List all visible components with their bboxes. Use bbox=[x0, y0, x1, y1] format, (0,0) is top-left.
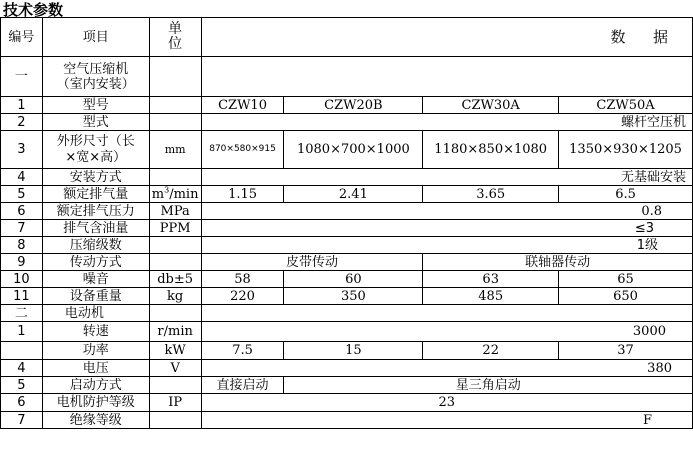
table-row: 5 额定排气量 $m^3/\min$ 1.15 2.41 3.65 6.5 bbox=[1, 186, 693, 203]
table-row: 4 安装方式 无基础安装 bbox=[1, 169, 693, 186]
header-data: 数 据 bbox=[201, 18, 692, 57]
section-row-air bbox=[1, 57, 693, 97]
header-item: 项目 bbox=[42, 18, 149, 57]
section-title: 空气压缩机 （室内安装） bbox=[42, 57, 149, 97]
section-title: 电动机 bbox=[42, 305, 149, 322]
table-row: 7 绝缘等级 F bbox=[1, 412, 693, 429]
table-row: 1 型号 CZW10 CZW20B CZW30A CZW50A bbox=[1, 97, 693, 114]
table-row: 功率 kW 7.5 15 22 37 bbox=[1, 342, 693, 360]
table-row: 2 型式 螺杆空压机 bbox=[1, 114, 693, 131]
page-title: 技术参数 bbox=[3, 1, 64, 19]
table-row: 10 噪音 db±5 58 60 63 65 bbox=[1, 271, 693, 288]
table-row: 5 启动方式 直接启动 星三角启动 bbox=[1, 377, 693, 394]
table-row: 6 额定排气压力 MPa 0.8 bbox=[1, 203, 693, 220]
section-no: 一 bbox=[1, 57, 43, 97]
section-row-motor bbox=[1, 305, 693, 322]
table-row: 8 压缩级数 1级 bbox=[1, 237, 693, 254]
table-row: 3 外形尺寸（长 ×宽×高） mm 870×580×915 1080×700×1000 1180×850×1080 1350×930×1205 bbox=[1, 131, 693, 169]
section-no: 二 bbox=[1, 305, 43, 322]
table-row: 9 传动方式 皮带传动 联轴器传动 bbox=[1, 254, 693, 271]
spec-table bbox=[0, 17, 693, 429]
table-row: 1 转速 r/min 3000 bbox=[1, 322, 693, 342]
table-row: 7 排气含油量 PPM ≤3 bbox=[1, 220, 693, 237]
unit-cell: $m^3/\min$ bbox=[149, 186, 201, 203]
header-unit: 单 位 bbox=[149, 18, 201, 57]
table-row: 6 电机防护等级 IP 23 bbox=[1, 394, 693, 412]
header-row bbox=[1, 18, 693, 57]
table-row: 4 电压 V 380 bbox=[1, 360, 693, 377]
header-no: 编号 bbox=[1, 18, 43, 57]
table-row: 11 设备重量 kg 220 350 485 650 bbox=[1, 288, 693, 305]
